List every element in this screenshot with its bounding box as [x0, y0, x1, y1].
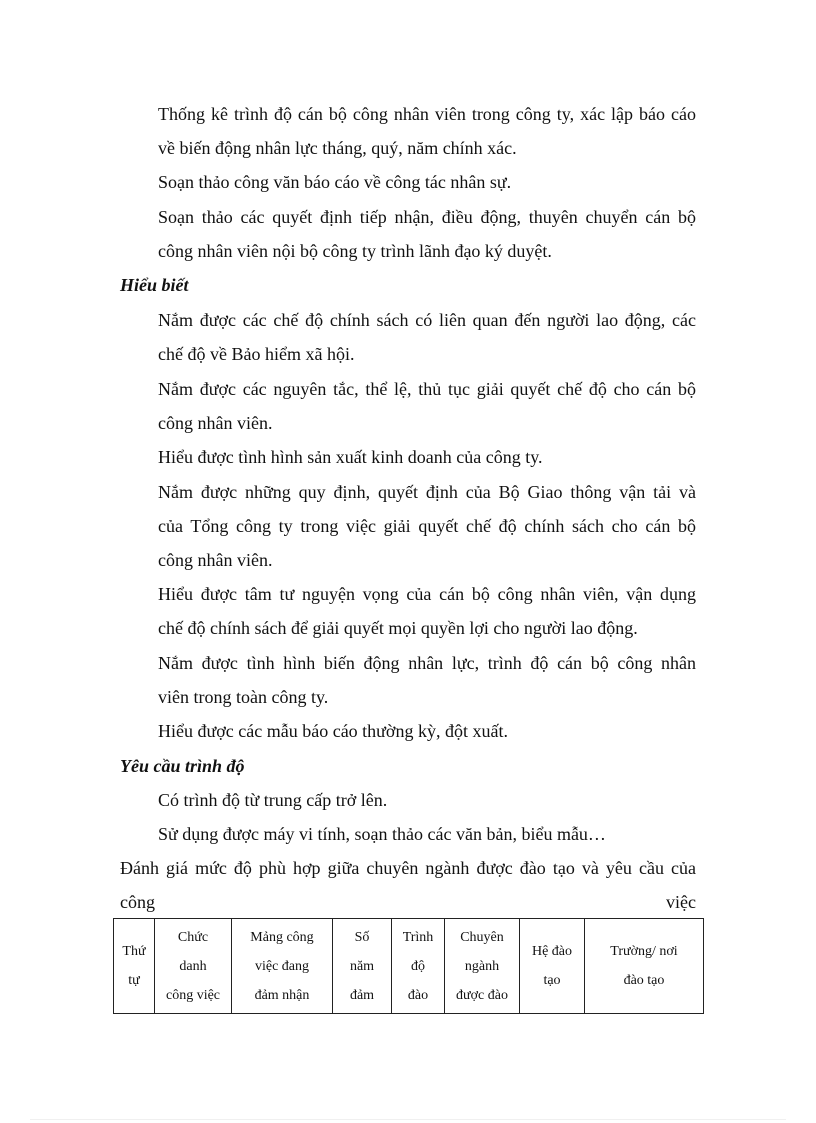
paragraph-line: Nắm được các nguyên tắc, thể lệ, thủ tục giải quyết chế độ cho cán bộ	[158, 379, 696, 399]
header-cell-truong-dao-tao	[585, 919, 704, 1014]
paragraph-line: Có trình độ từ trung cấp trở lên.	[158, 790, 388, 810]
header-text: việc đang	[254, 958, 310, 974]
header-text: tự	[128, 973, 140, 988]
header-text: Trình	[402, 929, 434, 945]
paragraph-line: Soạn thảo công văn báo cáo về công tác nhân sự.	[158, 172, 512, 192]
header-text: Chuyên	[460, 929, 504, 945]
header-text: đảm nhận	[254, 987, 310, 1003]
paragraph-line: Nắm được những quy định, quyết định của Bộ Giao thông vận tải và	[158, 482, 696, 502]
paragraph-line: Nắm được tình hình biến động nhân lực, trình độ cán bộ công nhân	[158, 653, 696, 673]
section-heading-yeu-cau: Yêu cầu trình độ	[120, 756, 245, 776]
paragraph-line: chế độ chính sách để giải quyết mọi quyền lợi cho người lao động.	[158, 618, 638, 638]
paragraph-line: Soạn thảo các quyết định tiếp nhận, điều động, thuyên chuyển cán bộ	[158, 207, 696, 227]
paragraph-line: Hiểu được tâm tư nguyện vọng của cán bộ công nhân viên, vận dụng	[158, 584, 696, 604]
header-text: Chức	[177, 929, 209, 945]
header-cell-so-nam	[333, 919, 392, 1014]
assessment-table	[113, 918, 704, 1014]
header-text: đảm	[349, 987, 375, 1003]
paragraph-line: công nhân viên.	[158, 550, 273, 570]
paragraph-line: Hiểu được các mẫu báo cáo thường kỳ, đột xuất.	[158, 721, 508, 741]
section-heading-hieu-biet: Hiểu biết	[120, 275, 189, 295]
assessment-line-right: việc	[666, 892, 696, 912]
paragraph-line: Sử dụng được máy vi tính, soạn thảo các văn bản, biểu mẫu…	[158, 824, 606, 844]
paragraph-line: công nhân viên nội bộ công ty trình lãnh đạo ký duyệt.	[158, 241, 552, 261]
header-text: Hệ đào	[531, 944, 573, 959]
header-cell-he-dao-tao	[520, 919, 585, 1014]
paragraph-line: của Tổng công ty trong việc giải quyết chế độ chính sách cho cán bộ	[158, 516, 696, 536]
assessment-line: Đánh giá mức độ phù hợp giữa chuyên ngành được đào tạo và yêu cầu của	[120, 858, 696, 878]
header-cell-trinh-do	[392, 919, 445, 1014]
page-bottom-edge	[30, 1119, 786, 1120]
header-text: năm	[349, 958, 375, 974]
header-text: được đào	[456, 987, 508, 1003]
header-text: danh	[179, 958, 207, 974]
paragraph-line: về biến động nhân lực tháng, quý, năm chính xác.	[158, 138, 517, 158]
header-cell-mang-cong-viec	[232, 919, 333, 1014]
header-text: Mảng công	[250, 929, 314, 945]
header-text: tạo	[543, 973, 561, 988]
paragraph-line: chế độ về Bảo hiểm xã hội.	[158, 344, 355, 364]
header-cell-chuc-danh	[155, 919, 232, 1014]
paragraph-line: viên trong toàn công ty.	[158, 687, 329, 707]
header-text: Thứ	[122, 944, 146, 959]
paragraph-line: Thống kê trình độ cán bộ công nhân viên trong công ty, xác lập báo cáo	[158, 104, 696, 124]
paragraph-line: công nhân viên.	[158, 413, 273, 433]
paragraph-line: Nắm được các chế độ chính sách có liên quan đến người lao động, các	[158, 310, 696, 330]
paragraph-line: Hiểu được tình hình sản xuất kinh doanh của công ty.	[158, 447, 543, 467]
header-cell-thu-tu	[114, 919, 155, 1014]
header-text: Số	[354, 929, 370, 945]
assessment-line-left: công	[120, 892, 155, 912]
header-text: đào	[407, 987, 429, 1003]
header-text: đào tạo	[623, 973, 665, 988]
header-text: ngành	[464, 958, 500, 974]
header-text: độ	[411, 958, 425, 974]
header-cell-chuyen-nganh	[445, 919, 520, 1014]
header-text: công việc	[165, 987, 221, 1003]
table-header-row	[114, 919, 704, 1014]
header-text: Trường/ nơi	[610, 944, 678, 959]
